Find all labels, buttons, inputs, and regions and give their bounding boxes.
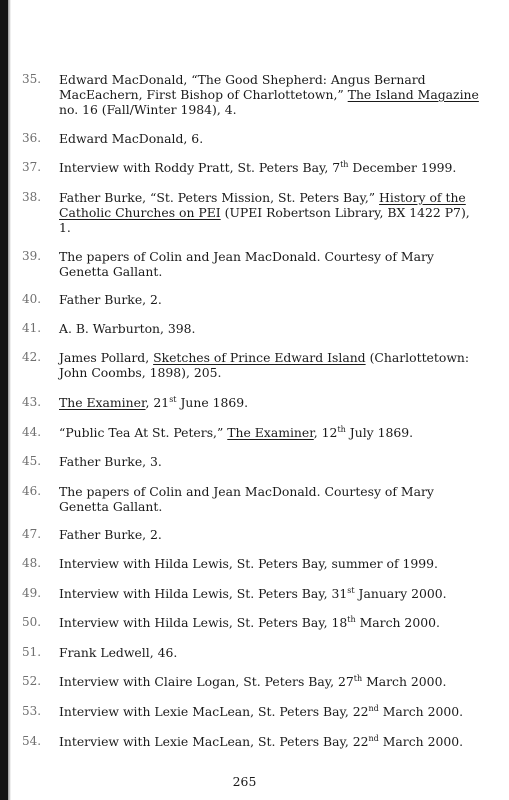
endnote-text xyxy=(59,734,479,749)
endnote-text-run: Interview with Roddy Pratt, St. Peters Bay, 7 xyxy=(59,160,341,175)
ordinal-suffix: st xyxy=(347,586,355,595)
ordinal-suffix: st xyxy=(169,395,177,404)
endnote-number: 35. xyxy=(22,72,42,86)
endnote-text xyxy=(59,556,479,571)
endnote-text-run: Interview with Hilda Lewis, St. Peters Bay, 18 xyxy=(59,615,348,630)
endnote-text xyxy=(59,395,479,410)
endnote-number: 47. xyxy=(22,527,42,541)
endnote-text-run: no. 16 (Fall/Winter 1984), 4. xyxy=(59,102,237,117)
endnote-text xyxy=(59,249,479,279)
endnote-number: 37. xyxy=(22,160,42,174)
endnote-text xyxy=(59,704,479,719)
endnote-text xyxy=(59,484,479,514)
endnote-text xyxy=(59,645,479,660)
endnote-text-run: Interview with Claire Logan, St. Peters Bay, 27 xyxy=(59,674,354,689)
endnote-number: 36. xyxy=(22,131,42,145)
endnote-text-run: March 2000. xyxy=(378,704,464,719)
endnote-text-run: Interview with Hilda Lewis, St. Peters Bay, summer of 1999. xyxy=(59,556,438,571)
endnote-number: 40. xyxy=(22,292,42,306)
endnote-number: 44. xyxy=(22,425,42,439)
endnote-number: 46. xyxy=(22,484,42,498)
endnote-number: 43. xyxy=(22,395,42,409)
endnote-text-run: March 2000. xyxy=(355,615,440,630)
endnote-text-run: June 1869. xyxy=(176,395,249,410)
cited-title: History of the Catholic Churches on PEI xyxy=(59,190,466,220)
endnote-number: 45. xyxy=(22,454,42,468)
endnote-text-run: December 1999. xyxy=(348,160,457,175)
endnote-text xyxy=(59,674,479,689)
ordinal-suffix: nd xyxy=(368,704,379,713)
cited-title: The Examiner xyxy=(227,425,314,440)
endnote-text-run: (Charlottetown: John Coombs, 1898), 205. xyxy=(59,350,470,380)
endnote-number: 49. xyxy=(22,586,42,600)
cited-title: Sketches of Prince Edward Island xyxy=(153,350,366,365)
endnote-text-run: Interview with Lexie MacLean, St. Peters Bay, 22 xyxy=(59,704,369,719)
endnote-number: 54. xyxy=(22,734,42,748)
ordinal-suffix: nd xyxy=(368,734,379,743)
cited-title: The Island Magazine xyxy=(347,87,479,102)
ordinal-suffix: th xyxy=(353,674,363,683)
cited-title: The Examiner xyxy=(59,395,146,410)
endnote-text xyxy=(59,292,479,307)
endnote-text xyxy=(59,527,479,542)
endnote-number: 53. xyxy=(22,704,42,718)
endnote-text-run: Edward MacDonald, “The Good Shepherd: Angus Bernard MacEachern, First Bishop of Charlottetown,” xyxy=(59,72,426,102)
endnote-text-run: March 2000. xyxy=(362,674,447,689)
ordinal-suffix: th xyxy=(337,425,346,434)
endnote-text-run: The papers of Colin and Jean MacDonald. Courtesy of Mary Genetta Gallant. xyxy=(59,484,434,514)
endnote-text-run: Father Burke, “St. Peters Mission, St. Peters Bay,” xyxy=(59,190,380,205)
endnote-text-run: Father Burke, 2. xyxy=(59,527,162,542)
endnote-text-run: , 12 xyxy=(313,425,338,440)
endnote-text xyxy=(59,321,479,336)
endnote-number: 41. xyxy=(22,321,42,335)
endnote-text-run: January 2000. xyxy=(354,586,447,601)
endnote-text-run: Interview with Hilda Lewis, St. Peters Bay, 31 xyxy=(59,586,348,601)
endnote-text-run: March 2000. xyxy=(378,734,464,749)
endnote-number: 39. xyxy=(22,249,42,263)
endnote-number: 48. xyxy=(22,556,42,570)
endnote-text xyxy=(59,615,479,630)
endnote-text-run: Father Burke, 2. xyxy=(59,292,162,307)
endnote-text xyxy=(59,454,479,469)
endnote-text-run: (UPEI Robertson Library, BX 1422 P7), 1. xyxy=(59,205,470,235)
endnote-text-run: James Pollard, xyxy=(59,350,154,365)
endnote-number: 51. xyxy=(22,645,42,659)
endnote-text-run: “Public Tea At St. Peters,” xyxy=(59,425,228,440)
endnote-text xyxy=(59,425,479,440)
ordinal-suffix: th xyxy=(347,615,356,624)
endnote-text xyxy=(59,72,479,117)
endnote-text-run: The papers of Colin and Jean MacDonald. Courtesy of Mary Genetta Gallant. xyxy=(59,249,434,279)
endnote-number: 38. xyxy=(22,190,42,204)
endnote-text xyxy=(59,586,479,601)
endnote-text-run: Father Burke, 3. xyxy=(59,454,162,469)
ordinal-suffix: th xyxy=(340,160,349,169)
endnote-number: 42. xyxy=(22,350,42,364)
endnote-text-run: , 21 xyxy=(145,395,170,410)
endnote-number: 50. xyxy=(22,615,42,629)
endnote-text xyxy=(59,350,479,380)
endnote-number: 52. xyxy=(22,674,42,688)
endnote-text-run: Frank Ledwell, 46. xyxy=(59,645,178,660)
endnote-text-run: July 1869. xyxy=(345,425,414,440)
endnote-text xyxy=(59,131,479,146)
endnote-text-run: Interview with Lexie MacLean, St. Peters Bay, 22 xyxy=(59,734,369,749)
endnote-text xyxy=(59,190,479,235)
endnote-text xyxy=(59,160,479,175)
page-number: 265 xyxy=(232,774,257,789)
endnote-text-run: Edward MacDonald, 6. xyxy=(59,131,204,146)
endnote-text-run: A. B. Warburton, 398. xyxy=(59,321,196,336)
